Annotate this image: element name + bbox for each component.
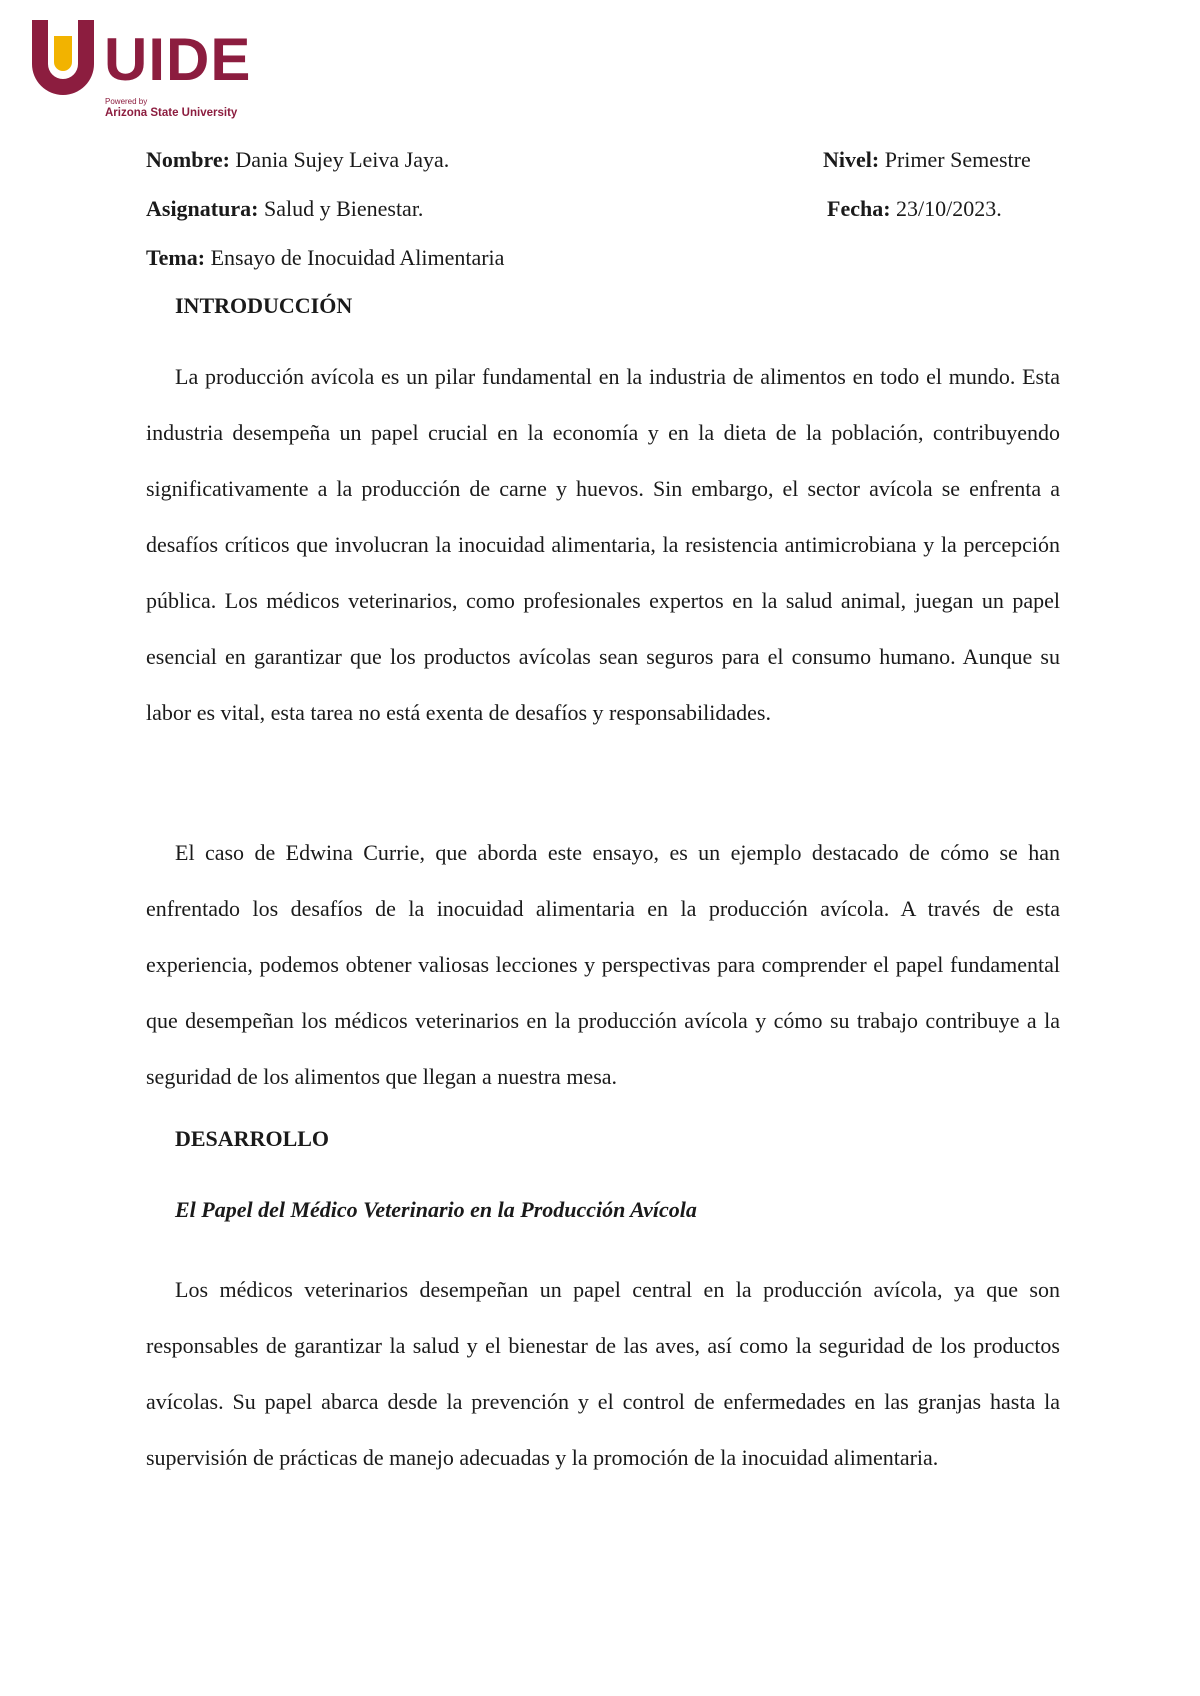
- section-subheading: El Papel del Médico Veterinario en la Producción Avícola: [175, 1197, 697, 1222]
- asignatura-row: [146, 195, 423, 223]
- desarrollo-paragraph-1: Los médicos veterinarios desempeñan un papel central en la producción avícola, ya que son responsables de garantizar la salud y el bienestar de las aves, así como la seguridad de los productos avícolas. Su papel abarca desde la prevención y el control de enfermedades en las granjas hasta la supervisión de prácticas de manejo adecuadas y la promoción de la inocuidad alimentaria.: [146, 1277, 1060, 1470]
- tema-row: [146, 244, 504, 272]
- nivel-row: [823, 146, 1031, 174]
- logo-partner: Arizona State University: [105, 107, 238, 119]
- nombre-value: Dania Sujey Leiva Jaya.: [235, 147, 450, 172]
- intro-heading: INTRODUCCIÓN: [175, 293, 353, 318]
- asignatura-value: Salud y Bienestar.: [263, 196, 424, 221]
- nivel-label: Nivel:: [823, 147, 880, 172]
- fecha-value: 23/10/2023.: [896, 196, 1002, 221]
- intro-paragraph-2: El caso de Edwina Currie, que aborda este ensayo, es un ejemplo destacado de cómo se han enfrentado los desafíos de la inocuidad alimentaria en la producción avícola. A través de esta experiencia, podemos obtener valiosas lecciones y perspectivas para comprender el papel fundamental que desempeñan los médicos veterinarios en la producción avícola y cómo su trabajo contribuye a la seguridad de los alimentos que llegan a nuestra mesa.: [146, 840, 1060, 1089]
- asignatura-label: Asignatura:: [146, 196, 259, 221]
- tema-value: Ensayo de Inocuidad Alimentaria: [210, 245, 505, 270]
- fecha-label: Fecha:: [827, 196, 891, 221]
- nombre-label: Nombre:: [146, 147, 230, 172]
- desarrollo-heading: DESARROLLO: [175, 1126, 330, 1151]
- logo-wordmark: UIDE: [104, 26, 252, 93]
- intro-paragraph-1: La producción avícola es un pilar fundamental en la industria de alimentos en todo el mundo. Esta industria desempeña un papel crucial en la economía y en la dieta de la población, contribuyendo significativamente a la producción de carne y huevos. Sin embargo, el sector avícola se enfrenta a desafíos críticos que involucran la inocuidad alimentaria, la resistencia antimicrobiana y la percepción pública. Los médicos veterinarios, como profesionales expertos en la salud animal, juegan un papel esencial en garantizar que los productos avícolas sean seguros para el consumo humano. Aunque su labor es vital, esta tarea no está exenta de desafíos y responsabilidades.: [146, 364, 1060, 725]
- tema-label: Tema:: [146, 245, 206, 270]
- fecha-row: [827, 195, 1002, 223]
- uide-logo: [32, 18, 262, 128]
- uide-shield-icon: [32, 18, 94, 98]
- nivel-value: Primer Semestre: [884, 147, 1031, 172]
- logo-powered-by: Powered by: [105, 97, 148, 106]
- nombre-row: [146, 146, 449, 174]
